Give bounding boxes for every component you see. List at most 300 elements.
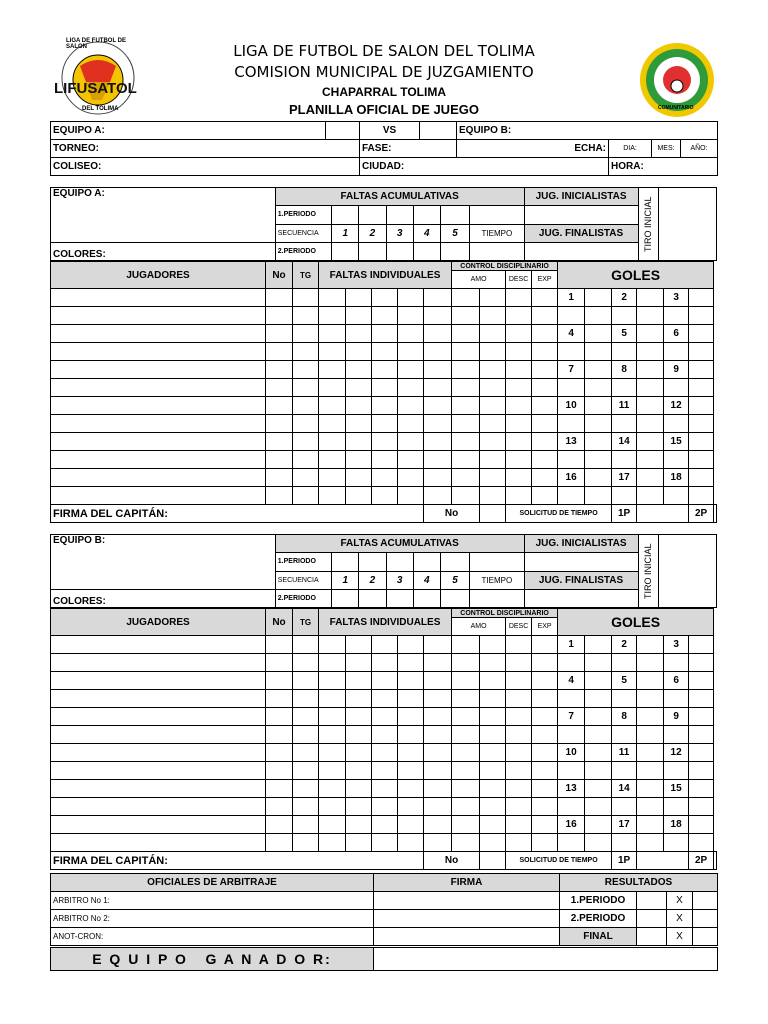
team_a-period-1-foul-cell[interactable] (332, 206, 359, 224)
team_a-player-foul[interactable] (372, 415, 398, 433)
team_a-player-foul[interactable] (319, 433, 346, 451)
team_a-player-discipline[interactable] (480, 343, 506, 361)
team_a-player-foul[interactable] (372, 397, 398, 415)
team_b-player-discipline[interactable] (506, 654, 532, 672)
team_a-player-discipline[interactable] (480, 325, 506, 343)
team_b-player-foul[interactable] (424, 636, 452, 654)
team_a-player-discipline[interactable] (452, 469, 480, 487)
team_b-player-discipline[interactable] (480, 636, 506, 654)
team_a-period-2-foul-cell[interactable] (359, 243, 386, 261)
team_b-player-foul[interactable] (398, 636, 424, 654)
team_a-player-number[interactable] (266, 397, 293, 415)
team_b-goal-value[interactable] (689, 708, 714, 726)
team_b-player-discipline[interactable] (452, 780, 480, 798)
result-final-b[interactable] (693, 928, 718, 946)
team_b-player-foul[interactable] (424, 654, 452, 672)
team_a-player-foul[interactable] (424, 289, 452, 307)
team_b-player-discipline[interactable] (532, 834, 558, 852)
team_b-player-discipline[interactable] (506, 726, 532, 744)
team_a-player-tg[interactable] (293, 469, 319, 487)
team_b-player-foul[interactable] (424, 744, 452, 762)
team_b-player-foul[interactable] (346, 708, 372, 726)
team_b-player-foul[interactable] (319, 636, 346, 654)
team_a-player-foul[interactable] (346, 451, 372, 469)
team_a-period-2-foul-cell[interactable] (413, 243, 440, 261)
team_b-player-number[interactable] (266, 744, 293, 762)
team_b-timeout-2p-value[interactable] (714, 852, 717, 870)
team_a-player-name[interactable] (51, 487, 266, 505)
team_a-player-foul[interactable] (372, 469, 398, 487)
team_a-player-discipline[interactable] (480, 361, 506, 379)
team_b-period-1-foul-cell[interactable] (440, 553, 469, 571)
team_b-starters-value[interactable] (524, 553, 638, 571)
team_a-player-discipline[interactable] (506, 289, 532, 307)
team_a-player-foul[interactable] (319, 343, 346, 361)
team_b-goal-value[interactable] (585, 780, 612, 798)
result-period-1-b[interactable] (693, 892, 718, 910)
team_a-player-foul[interactable] (372, 343, 398, 361)
team_b-player-foul[interactable] (319, 672, 346, 690)
team_b-goal-value[interactable] (585, 672, 612, 690)
team_a-player-discipline[interactable] (506, 361, 532, 379)
team_a-player-foul[interactable] (424, 433, 452, 451)
team_b-player-foul[interactable] (372, 816, 398, 834)
team_a-goal-value[interactable] (637, 361, 664, 379)
team_b-period-2-foul-cell[interactable] (359, 590, 386, 608)
team_a-player-foul[interactable] (372, 379, 398, 397)
team_a-player-name[interactable] (51, 451, 266, 469)
team_b-player-foul[interactable] (346, 762, 372, 780)
team_a-player-name[interactable] (51, 343, 266, 361)
team_b-goal-value[interactable] (637, 708, 664, 726)
team_b-player-foul[interactable] (346, 690, 372, 708)
team_a-player-discipline[interactable] (480, 469, 506, 487)
team_a-player-discipline[interactable] (452, 433, 480, 451)
team_a-goal-value[interactable] (585, 361, 612, 379)
team_b-player-foul[interactable] (319, 708, 346, 726)
team_a-player-foul[interactable] (372, 289, 398, 307)
team_a-player-name[interactable] (51, 433, 266, 451)
team_b-player-discipline[interactable] (532, 654, 558, 672)
team_a-goal-value[interactable] (689, 289, 714, 307)
team_b-player-number[interactable] (266, 726, 293, 744)
team_a-player-discipline[interactable] (452, 361, 480, 379)
team_a-kickoff-cell[interactable] (638, 188, 659, 261)
team_a-player-discipline[interactable] (480, 307, 506, 325)
team_b-player-foul[interactable] (372, 762, 398, 780)
team_a-player-foul[interactable] (424, 415, 452, 433)
team_b-player-tg[interactable] (293, 744, 319, 762)
team_a-player-tg[interactable] (293, 415, 319, 433)
team_a-player-foul[interactable] (319, 487, 346, 505)
team_b-player-tg[interactable] (293, 798, 319, 816)
team_b-player-discipline[interactable] (506, 816, 532, 834)
team_b-player-discipline[interactable] (480, 690, 506, 708)
referee-2-signature[interactable] (374, 910, 560, 928)
team_a-goal-value[interactable] (689, 469, 714, 487)
team_b-player-discipline[interactable] (452, 816, 480, 834)
team_b-player-foul[interactable] (424, 834, 452, 852)
team_b-player-foul[interactable] (398, 672, 424, 690)
team_a-player-tg[interactable] (293, 379, 319, 397)
team_a-player-name[interactable] (51, 361, 266, 379)
result-period-1-a[interactable] (637, 892, 667, 910)
team_b-player-foul[interactable] (398, 708, 424, 726)
team_b-player-discipline[interactable] (480, 762, 506, 780)
team_b-player-discipline[interactable] (452, 654, 480, 672)
team_a-player-foul[interactable] (398, 469, 424, 487)
team_a-player-foul[interactable] (398, 451, 424, 469)
team_a-player-foul[interactable] (398, 433, 424, 451)
team_b-goal-value[interactable] (585, 636, 612, 654)
team_a-player-discipline[interactable] (532, 307, 558, 325)
team_a-player-foul[interactable] (346, 487, 372, 505)
team_a-goal-value[interactable] (585, 325, 612, 343)
team_a-player-tg[interactable] (293, 451, 319, 469)
team_b-player-tg[interactable] (293, 636, 319, 654)
team_a-player-foul[interactable] (398, 289, 424, 307)
team_a-player-foul[interactable] (424, 343, 452, 361)
team_b-player-name[interactable] (51, 780, 266, 798)
team_a-player-number[interactable] (266, 379, 293, 397)
team_a-player-number[interactable] (266, 343, 293, 361)
team_b-player-tg[interactable] (293, 816, 319, 834)
team_a-goal-value[interactable] (585, 397, 612, 415)
team_b-player-foul[interactable] (319, 654, 346, 672)
team_a-player-tg[interactable] (293, 343, 319, 361)
team_b-player-discipline[interactable] (506, 636, 532, 654)
team_a-player-foul[interactable] (346, 289, 372, 307)
team_a-goal-value[interactable] (637, 397, 664, 415)
team_a-player-foul[interactable] (346, 361, 372, 379)
team_a-player-discipline[interactable] (506, 469, 532, 487)
team_a-player-discipline[interactable] (452, 397, 480, 415)
team_a-starters-value[interactable] (524, 206, 638, 224)
referee-1-signature[interactable] (374, 892, 560, 910)
team_b-player-tg[interactable] (293, 708, 319, 726)
team_a-period-1-foul-cell[interactable] (386, 206, 413, 224)
team_a-player-name[interactable] (51, 289, 266, 307)
team_a-player-number[interactable] (266, 289, 293, 307)
team_a-player-foul[interactable] (424, 451, 452, 469)
team_b-player-discipline[interactable] (506, 744, 532, 762)
team_b-player-number[interactable] (266, 780, 293, 798)
team_b-player-foul[interactable] (398, 780, 424, 798)
team_a-player-number[interactable] (266, 469, 293, 487)
team_a-player-number[interactable] (266, 415, 293, 433)
team_a-player-foul[interactable] (398, 397, 424, 415)
team_b-player-tg[interactable] (293, 690, 319, 708)
team_b-player-foul[interactable] (424, 816, 452, 834)
team_b-player-name[interactable] (51, 798, 266, 816)
team_b-goal-value[interactable] (637, 816, 664, 834)
team_b-player-discipline[interactable] (480, 654, 506, 672)
team_b-player-discipline[interactable] (532, 762, 558, 780)
team_a-player-discipline[interactable] (532, 397, 558, 415)
team_b-player-number[interactable] (266, 708, 293, 726)
team_b-finishers-value[interactable] (524, 590, 638, 608)
team_b-player-foul[interactable] (319, 834, 346, 852)
team_b-period-1-foul-cell[interactable] (470, 553, 524, 571)
team_a-player-discipline[interactable] (480, 433, 506, 451)
team_a-player-number[interactable] (266, 361, 293, 379)
team_a-number-value[interactable] (480, 505, 506, 523)
team_b-player-foul[interactable] (346, 780, 372, 798)
team_b-goal-value[interactable] (637, 744, 664, 762)
team_b-player-discipline[interactable] (452, 636, 480, 654)
team_b-goal-value[interactable] (585, 816, 612, 834)
team_a-player-tg[interactable] (293, 325, 319, 343)
team_b-period-1-foul-cell[interactable] (413, 553, 440, 571)
team_b-player-discipline[interactable] (506, 708, 532, 726)
team_a-player-foul[interactable] (424, 361, 452, 379)
team_a-player-foul[interactable] (319, 361, 346, 379)
team_a-player-foul[interactable] (398, 343, 424, 361)
team_b-player-foul[interactable] (372, 690, 398, 708)
team_b-player-foul[interactable] (398, 726, 424, 744)
team_b-player-name[interactable] (51, 636, 266, 654)
team_a-player-tg[interactable] (293, 397, 319, 415)
team_b-number-value[interactable] (480, 852, 506, 870)
team_b-player-discipline[interactable] (532, 672, 558, 690)
team_a-player-foul[interactable] (346, 307, 372, 325)
team_a-goal-value[interactable] (689, 325, 714, 343)
team_b-player-discipline[interactable] (506, 762, 532, 780)
team_b-player-discipline[interactable] (452, 708, 480, 726)
team_b-player-tg[interactable] (293, 834, 319, 852)
team_b-player-discipline[interactable] (480, 780, 506, 798)
team_a-player-discipline[interactable] (452, 289, 480, 307)
team_b-player-tg[interactable] (293, 654, 319, 672)
team_b-player-foul[interactable] (372, 834, 398, 852)
team_b-player-discipline[interactable] (506, 690, 532, 708)
team_a-player-discipline[interactable] (480, 379, 506, 397)
team_b-player-discipline[interactable] (480, 816, 506, 834)
team_b-player-foul[interactable] (398, 690, 424, 708)
team_a-player-number[interactable] (266, 451, 293, 469)
team_a-player-discipline[interactable] (532, 469, 558, 487)
team_a-player-foul[interactable] (346, 343, 372, 361)
team_a-player-name[interactable] (51, 325, 266, 343)
team_b-player-discipline[interactable] (506, 798, 532, 816)
team_a-player-name[interactable] (51, 307, 266, 325)
team_a-player-discipline[interactable] (506, 325, 532, 343)
team_a-player-foul[interactable] (319, 379, 346, 397)
team_b-player-name[interactable] (51, 672, 266, 690)
team_a-goal-value[interactable] (689, 397, 714, 415)
team_b-goal-value[interactable] (689, 672, 714, 690)
team_b-player-discipline[interactable] (532, 744, 558, 762)
team_a-player-foul[interactable] (319, 307, 346, 325)
team_a-timeout-1p-value[interactable] (637, 505, 689, 523)
team_b-player-tg[interactable] (293, 672, 319, 690)
team_b-player-foul[interactable] (372, 654, 398, 672)
team_b-player-tg[interactable] (293, 780, 319, 798)
team_a-player-tg[interactable] (293, 487, 319, 505)
team-a-value[interactable] (326, 122, 360, 140)
team_b-player-foul[interactable] (372, 780, 398, 798)
team_a-player-discipline[interactable] (452, 379, 480, 397)
team_a-player-discipline[interactable] (480, 289, 506, 307)
team_a-player-discipline[interactable] (506, 379, 532, 397)
team_b-player-discipline[interactable] (506, 672, 532, 690)
team_b-player-foul[interactable] (372, 744, 398, 762)
team_a-player-discipline[interactable] (480, 487, 506, 505)
team_a-player-foul[interactable] (346, 397, 372, 415)
team_b-player-discipline[interactable] (532, 798, 558, 816)
team_a-player-foul[interactable] (398, 487, 424, 505)
team_a-player-foul[interactable] (424, 379, 452, 397)
team_b-period-2-foul-cell[interactable] (413, 590, 440, 608)
team_a-player-tg[interactable] (293, 289, 319, 307)
team_a-timeout-2p-value[interactable] (714, 505, 717, 523)
team_b-player-name[interactable] (51, 654, 266, 672)
team_a-period-1-foul-cell[interactable] (413, 206, 440, 224)
team_b-player-discipline[interactable] (532, 690, 558, 708)
team_b-player-foul[interactable] (319, 780, 346, 798)
team_b-player-name[interactable] (51, 690, 266, 708)
team_b-player-foul[interactable] (372, 636, 398, 654)
team_a-player-tg[interactable] (293, 433, 319, 451)
team_b-player-discipline[interactable] (480, 726, 506, 744)
team_a-player-number[interactable] (266, 487, 293, 505)
team_a-goal-value[interactable] (637, 469, 664, 487)
team_a-player-foul[interactable] (398, 379, 424, 397)
team_a-player-foul[interactable] (319, 415, 346, 433)
team_a-player-foul[interactable] (319, 289, 346, 307)
team_a-period-1-foul-cell[interactable] (440, 206, 469, 224)
team_b-kickoff-value[interactable] (659, 535, 717, 608)
team_a-player-foul[interactable] (424, 307, 452, 325)
team_b-goal-value[interactable] (689, 780, 714, 798)
team_a-goal-value[interactable] (637, 289, 664, 307)
team_a-player-tg[interactable] (293, 361, 319, 379)
team_b-goal-value[interactable] (637, 780, 664, 798)
team_b-player-foul[interactable] (398, 762, 424, 780)
team_b-period-1-foul-cell[interactable] (359, 553, 386, 571)
team_a-player-foul[interactable] (424, 397, 452, 415)
team_a-player-foul[interactable] (319, 469, 346, 487)
team_a-player-discipline[interactable] (532, 343, 558, 361)
team_a-period-1-foul-cell[interactable] (359, 206, 386, 224)
team_b-player-foul[interactable] (372, 672, 398, 690)
team_b-goal-value[interactable] (689, 636, 714, 654)
team_a-player-discipline[interactable] (452, 325, 480, 343)
team_a-period-2-foul-cell[interactable] (332, 243, 359, 261)
team_a-goal-value[interactable] (689, 433, 714, 451)
team_a-player-foul[interactable] (319, 451, 346, 469)
team_b-player-foul[interactable] (346, 798, 372, 816)
team_b-player-name[interactable] (51, 744, 266, 762)
team_b-player-foul[interactable] (424, 780, 452, 798)
team_a-player-name[interactable] (51, 379, 266, 397)
team_a-goal-value[interactable] (637, 325, 664, 343)
team_b-goal-value[interactable] (585, 744, 612, 762)
team_b-player-discipline[interactable] (532, 780, 558, 798)
team_a-player-foul[interactable] (372, 325, 398, 343)
team_b-player-foul[interactable] (398, 834, 424, 852)
team_a-player-discipline[interactable] (452, 451, 480, 469)
team_a-player-tg[interactable] (293, 307, 319, 325)
team_a-player-discipline[interactable] (532, 379, 558, 397)
team_a-player-foul[interactable] (424, 487, 452, 505)
team_b-goal-value[interactable] (585, 708, 612, 726)
team_a-period-2-foul-cell[interactable] (386, 243, 413, 261)
team_b-player-foul[interactable] (319, 762, 346, 780)
team_b-player-foul[interactable] (346, 744, 372, 762)
team_b-player-foul[interactable] (398, 798, 424, 816)
team_a-player-foul[interactable] (346, 325, 372, 343)
team_a-player-foul[interactable] (424, 469, 452, 487)
team_b-player-discipline[interactable] (532, 726, 558, 744)
team_b-player-foul[interactable] (319, 726, 346, 744)
team_a-player-discipline[interactable] (480, 397, 506, 415)
team_b-player-number[interactable] (266, 798, 293, 816)
team_b-player-discipline[interactable] (452, 672, 480, 690)
team_b-player-foul[interactable] (346, 654, 372, 672)
team_b-period-1-foul-cell[interactable] (386, 553, 413, 571)
team_b-period-2-foul-cell[interactable] (440, 590, 469, 608)
team_b-player-number[interactable] (266, 672, 293, 690)
team_a-player-discipline[interactable] (506, 307, 532, 325)
team_b-player-foul[interactable] (346, 636, 372, 654)
team_a-kickoff-value[interactable] (659, 188, 717, 261)
team_b-player-foul[interactable] (346, 816, 372, 834)
team_a-goal-value[interactable] (689, 361, 714, 379)
team_b-player-discipline[interactable] (452, 726, 480, 744)
team_a-player-name[interactable] (51, 397, 266, 415)
result-period-2-a[interactable] (637, 910, 667, 928)
team_b-goal-value[interactable] (637, 636, 664, 654)
team_a-player-discipline[interactable] (532, 451, 558, 469)
team_b-player-discipline[interactable] (452, 762, 480, 780)
team_a-player-discipline[interactable] (452, 487, 480, 505)
team_b-kickoff-cell[interactable] (638, 535, 659, 608)
team_b-player-discipline[interactable] (480, 672, 506, 690)
team_a-player-name[interactable] (51, 415, 266, 433)
team_a-player-number[interactable] (266, 325, 293, 343)
team_b-player-foul[interactable] (424, 762, 452, 780)
team_b-player-discipline[interactable] (480, 744, 506, 762)
team_b-player-discipline[interactable] (452, 834, 480, 852)
team_b-player-foul[interactable] (372, 726, 398, 744)
team_a-player-discipline[interactable] (506, 415, 532, 433)
team_b-goal-value[interactable] (637, 672, 664, 690)
team_b-player-discipline[interactable] (532, 816, 558, 834)
team_a-goal-value[interactable] (585, 289, 612, 307)
team_a-player-foul[interactable] (424, 325, 452, 343)
team_a-player-foul[interactable] (346, 433, 372, 451)
team_a-finishers-value[interactable] (524, 243, 638, 261)
team_b-goal-value[interactable] (689, 816, 714, 834)
team_a-player-discipline[interactable] (532, 361, 558, 379)
team_a-player-foul[interactable] (398, 325, 424, 343)
team_b-player-tg[interactable] (293, 726, 319, 744)
team_a-goal-value[interactable] (585, 433, 612, 451)
team_b-player-number[interactable] (266, 816, 293, 834)
team_a-player-foul[interactable] (372, 307, 398, 325)
team_b-player-foul[interactable] (424, 726, 452, 744)
team_a-player-discipline[interactable] (480, 451, 506, 469)
team_b-player-discipline[interactable] (480, 798, 506, 816)
team_b-player-foul[interactable] (346, 672, 372, 690)
team_a-player-foul[interactable] (346, 415, 372, 433)
team_b-player-name[interactable] (51, 726, 266, 744)
team_b-player-discipline[interactable] (506, 780, 532, 798)
team_b-player-foul[interactable] (372, 708, 398, 726)
team_b-player-foul[interactable] (398, 654, 424, 672)
team_a-period-1-foul-cell[interactable] (470, 206, 524, 224)
